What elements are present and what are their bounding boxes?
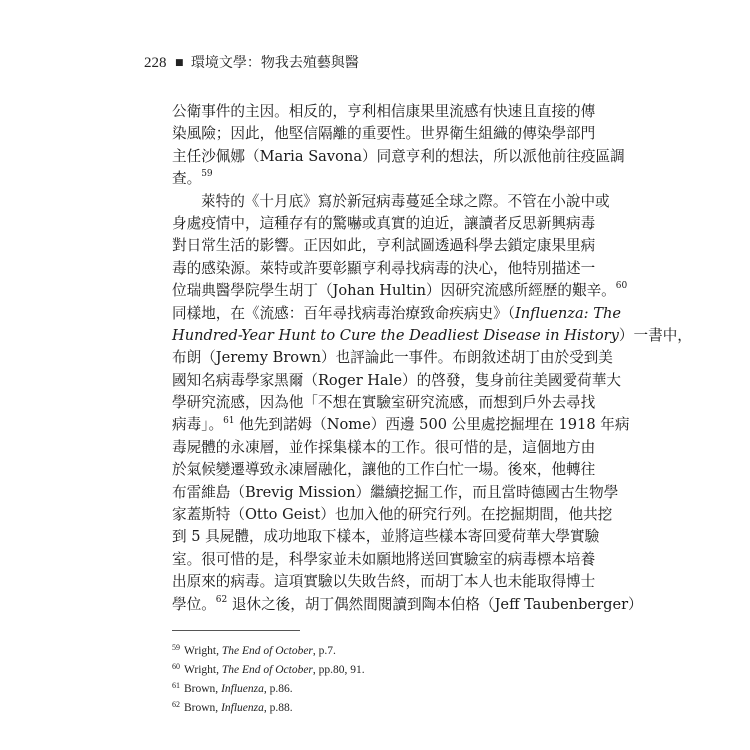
text-line: 學位。$^{62}$ 退休之後，胡丁偶然間閱讀到陶本伯格（Jeff Taubenberger） bbox=[172, 594, 643, 613]
running-header bbox=[144, 52, 359, 72]
text-line: 身處疫情中，這種存有的驚嚇或真實的迫近，讓讀者反思新興病毒 bbox=[172, 214, 596, 232]
text-line: 到 5 具屍體，成功地取下樣本，並將這些樣本寄回愛荷華大學實驗 bbox=[172, 528, 600, 546]
footnote-ref: 61 bbox=[223, 415, 235, 426]
footnote-item: $^{61}$ Brown, Influenza, p.86. bbox=[172, 681, 293, 695]
text-line: 染風險；因此，他堅信隔離的重要性。世界衛生組織的傳染學部門 bbox=[172, 125, 596, 143]
text-line: 同樣地，在《流感：百年尋找病毒治療致命疾病史》（Influenza: The bbox=[172, 304, 622, 322]
text-line: 對日常生活的影響。正因如此，亨利試圖透過科學去鎖定康果里病 bbox=[172, 237, 596, 255]
footnote-ref: 60 bbox=[615, 281, 628, 292]
text-line: 位瑞典醫學院學生胡丁（Johan Hultin）因研究流感所經歷的艱辛。$^{60}$ bbox=[172, 281, 628, 300]
page-number: 228 bbox=[144, 55, 167, 71]
footnotes bbox=[172, 642, 576, 718]
footnote-item: $^{62}$ Brown, Influenza, p.88. bbox=[172, 700, 293, 714]
text-line: 公衛事件的主因。相反的，亨利相信康果里流感有快速且直接的傳 bbox=[172, 103, 596, 120]
text-line: 主任沙佩娜（Maria Savona）同意亨利的想法，所以派他前往疫區調 bbox=[172, 147, 625, 165]
footnote-number: 61 bbox=[172, 681, 180, 690]
text-line: 布朗（Jeremy Brown）也評論此一事件。布朗敘述胡丁由於受到美 bbox=[172, 349, 613, 367]
book-title: 環境文學：物我去殖藝與醫 bbox=[190, 55, 359, 71]
text-line: Hundred-Year Hunt to Cure the Deadliest Disease in History）一書中， bbox=[172, 326, 692, 344]
body-text bbox=[172, 101, 692, 616]
text-line: 國知名病毒學家黑爾（Roger Hale）的啓發，隻身前往美國愛荷華大 bbox=[172, 371, 621, 389]
text-line: 出原來的病毒。這項實驗以失敗告終，而胡丁本人也未能取得博士 bbox=[172, 573, 596, 591]
book-title-italic: Hundred-Year Hunt to Cure the Deadliest Disease in History bbox=[172, 326, 619, 344]
text-line: 家蓋斯特（Otto Geist）也加入他的研究行列。在挖掘期間，他共挖 bbox=[172, 506, 613, 524]
footnote-number: 59 bbox=[172, 643, 180, 652]
footnote-item: $^{60}$ Wright, The End of October, pp.80, 91. bbox=[172, 662, 365, 676]
text-line: 於氣候變遷導致永凍層融化，讓他的工作白忙一場。後來，他轉往 bbox=[172, 461, 596, 479]
text-line: 毒的感染源。萊特或許要彰顯亨利尋找病毒的決心，他特別描述一 bbox=[172, 259, 596, 277]
footnote-ref: 59 bbox=[201, 169, 213, 180]
text-line: 病毒」。$^{61}$ 他先到諾姆（Nome）西邊 500 公里處挖掘埋在 1918 年病 bbox=[172, 415, 630, 434]
text-line: 布雷維島（Brevig Mission）繼續挖掘工作，而且當時德國古生物學 bbox=[172, 483, 619, 501]
footnote-number: 60 bbox=[172, 662, 180, 671]
footnote-item: $^{59}$ Wright, The End of October, p.7. bbox=[172, 643, 336, 657]
text-line: 毒屍體的永凍層，並作採集樣本的工作。很可惜的是，這個地方由 bbox=[172, 438, 596, 456]
text-line: 萊特的《十月底》寫於新冠病毒蔓延全球之際。不管在小說中或 bbox=[201, 192, 610, 210]
footnote-divider bbox=[172, 630, 300, 631]
text-line: 室。很可惜的是，科學家並未如願地將送回實驗室的病毒標本培養 bbox=[172, 550, 596, 568]
text-line: 查。$^{59}$ bbox=[172, 169, 213, 188]
footnote-number: 62 bbox=[172, 700, 180, 709]
footnote-ref: 62 bbox=[215, 594, 228, 605]
text-line: 學研究流感，因為他「不想在實驗室研究流感，而想到戶外去尋找 bbox=[172, 394, 596, 412]
header-separator-icon: ■ bbox=[174, 58, 184, 68]
book-title-italic: Influenza: The bbox=[514, 304, 622, 322]
